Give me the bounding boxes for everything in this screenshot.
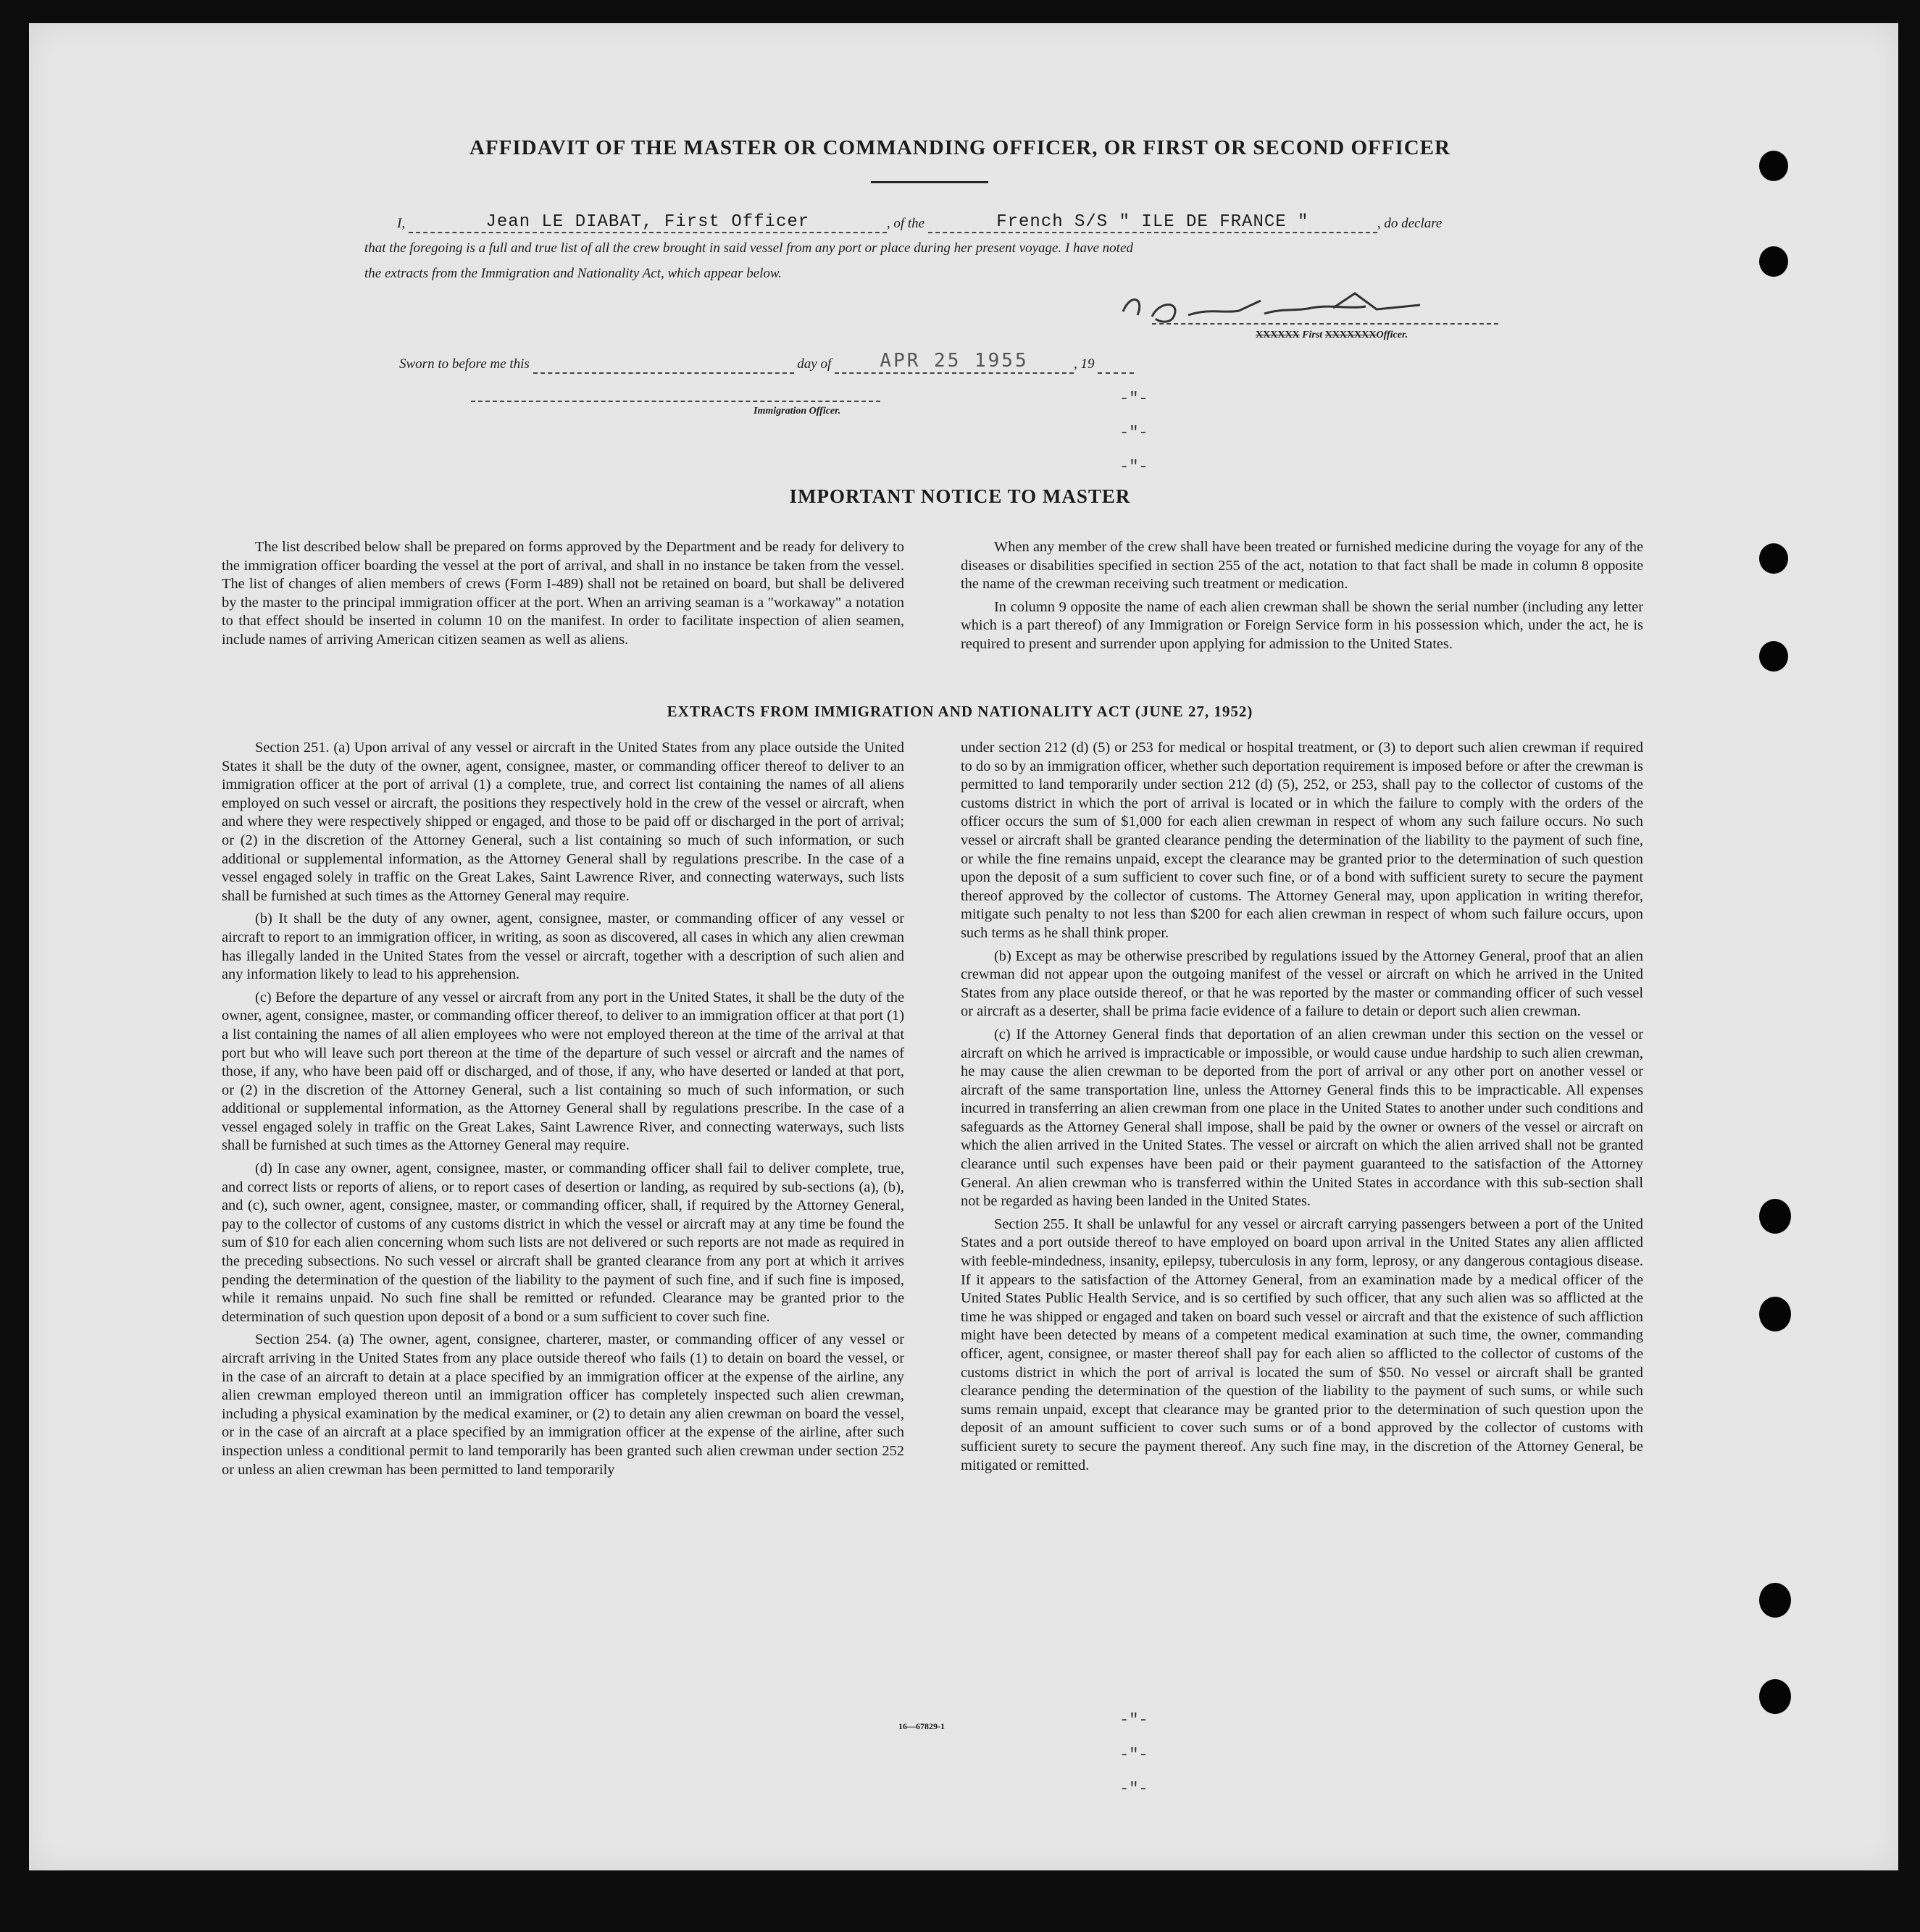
ditto-mark: -"- (1119, 390, 1148, 408)
statement-line-1: that the foregoing is a full and true list of all the crew brought in said vessel from any port or place during her present voyage. I have noted (364, 241, 1133, 256)
officer-signature (1116, 279, 1427, 337)
signature-caption (1256, 330, 1408, 341)
date-stamp: APR 25 1955 (880, 350, 1029, 372)
section-254-a-cont: under section 212 (d) (5) or 253 for medical or hospital treatment, or (3) to deport such alien crewman if required to do so by an immigration officer, whether such deportation requirement is imposed before or after the crewman is permitted to land temporarily under section 212 (d) (5), 252, or 253, shall pay to the collector of customs of the customs district in which the port of arrival is located or in which the failure to comply with the orders of the officer occurs the sum of $1,000 for each alien crewman in respect of whom any such failure occurs. No such vessel or aircraft shall be granted clearance pending the determination of the liability to the payment of such fine, or while the fine remains unpaid, except the clearance may be granted prior to the determination of such question upon the deposit of a sum sufficient to cover such fine, or of a bond with sufficient surety to secure the payment thereof approved by the collector of customs. The Attorney General may, upon application in writing therefor, mitigate such penalty to not less than $200 for each alien crewman in respect of whom such failure occurs, upon such terms as he shall think proper. (961, 740, 1643, 941)
section-251-d: (d) In case any owner, agent, consignee, master, or commanding officer shall fail to deliver complete, true, and correct lists or reports of aliens, or to report cases of desertion or landing, as required by sub-sections (a), (b), and (c), such owner, agent, consignee, master, or commanding officer, shall, if required by the Attorney General, pay to the collector of customs of any customs district in which the vessel or aircraft may at any time be found the sum of $10 for each alien concerning whom such lists are not delivered or such reports are not made as required in the preceding subsections. No such vessel or aircraft shall be granted clearance from any port at which it arrives pending the determination of the question of the liability to the payment of such fine, and if such fine is imposed, while it remains unpaid. No such fine shall be remitted or refunded. Clearance may be granted prior to the determination of such question upon deposit of a bond or a sum sufficient to cover such fine. (222, 1161, 904, 1325)
title-divider (871, 181, 988, 183)
declaration-line (397, 214, 1442, 235)
struck-title-2: XXXXXXX (1324, 330, 1377, 340)
notice-title: IMPORTANT NOTICE TO MASTER (789, 485, 1131, 507)
punch-hole-4 (1759, 641, 1788, 672)
immigration-officer-line (471, 401, 880, 402)
sworn-label: Sworn to before me this (399, 356, 530, 372)
extracts-right-column (961, 739, 1643, 1479)
extracts-title: EXTRACTS FROM IMMIGRATION AND NATIONALITY ACT (JUNE 27, 1952) (667, 703, 1253, 720)
section-254-b: (b) Except as may be otherwise prescribed by regulations issued by the Attorney General, proof that an alien crewman did not appear upon the outgoing manifest of the vessel or aircraft on which he arrived in the United States from any place outside thereof, or that he was reported by the master or commanding officer of such vessel or aircraft as a deserter, shall be prima facie evidence of a failure to detain or deport such alien crewman. (961, 948, 1643, 1020)
pronoun: I, (397, 216, 406, 231)
punch-hole-7 (1759, 1583, 1791, 1618)
extracts-left-column (222, 739, 904, 1484)
immigration-officer-label: Immigration Officer. (754, 406, 841, 417)
declarant-name: Jean LE DIABAT, First Officer (409, 212, 887, 233)
punch-hole-6 (1759, 1297, 1791, 1331)
do-declare-label: , do declare (1377, 216, 1443, 231)
notice-right-column (961, 538, 1643, 658)
punch-hole-2 (1759, 246, 1788, 277)
punch-hole-8 (1759, 1679, 1791, 1714)
year-suffix: , 19 (1074, 356, 1095, 372)
ditto-mark: -"- (1119, 458, 1148, 476)
first-label: First (1302, 330, 1323, 340)
section-251-a: Section 251. (a) Upon arrival of any vessel or aircraft in the United States from any place outside the United States it shall be the duty of the owner, agent, consignee, master, or commanding officer thereof to deliver to an immigration officer at the port of arrival (1) a complete, true, and correct list containing the names of all aliens employed on such vessel or aircraft, the positions they respectively hold in the crew of the vessel or aircraft, when and where they were respectively shipped or engaged, and those to be paid off or discharged in the port of arrival; or (2) in the discretion of the Attorney General, such a list containing so much of such information, or such additional or supplemental information, as the Attorney General shall by regulations prescribe. In the case of a vessel engaged solely in traffic on the Great Lakes, Saint Lawrence River, and connecting waterways, such lists shall be furnished at such times as the Attorney General may require. (222, 740, 904, 904)
notice-left-column (222, 538, 904, 654)
notice-paragraph: When any member of the crew shall have been treated or furnished medicine during the voyage for any of the diseases or disabilities specified in section 255 of the act, notation to that fact shall be made in column 8 opposite the name of the crewman receiving such treatment or medication. (961, 539, 1643, 593)
ditto-mark: -"- (1119, 1780, 1148, 1798)
section-251-b: (b) It shall be the duty of any owner, agent, consignee, master, or commanding officer of any vessel or aircraft to report to an immigration officer, in writing, as soon as discovered, all cases in which any alien crewman has illegally landed in the United States from the vessel or aircraft, together with a description of such alien and any information likely to lead to his apprehension. (222, 911, 904, 983)
notice-paragraph: In column 9 opposite the name of each alien crewman shall be shown the serial number (including any letter which is a part thereof) of any Immigration or Foreign Service form in his possession which, under the act, he is required to present and surrender upon applying for admission to the United States. (961, 598, 1643, 652)
affidavit-title: AFFIDAVIT OF THE MASTER OR COMMANDING OFFICER, OR FIRST OR SECOND OFFICER (469, 136, 1451, 159)
of-the-label: , of the (886, 216, 925, 231)
punch-hole-3 (1759, 543, 1788, 574)
vessel-name: French S/S " ILE DE FRANCE " (928, 212, 1377, 233)
section-254-a: Section 254. (a) The owner, agent, consignee, charterer, master, or commanding officer of any vessel or aircraft arriving in the United States from any place outside thereof who fails (1) to detain on board the vessel, or in the case of an aircraft to detain at a place specified by an immigration officer at the expense of the airline, any alien crewman employed thereon until an immigration officer has completely inspected such alien crewman, including a physical examination by the medical examiner, or (2) to detain any alien crewman on board the vessel, or in the case of an aircraft at a place specified by an immigration officer at the expense of the airline, after such inspection unless a conditional permit to land temporarily has been granted such alien crewman under section 252 or unless an alien crewman has been permitted to land temporarily (222, 1331, 904, 1478)
sworn-date (835, 350, 1074, 374)
sworn-line (399, 351, 1134, 375)
ditto-mark: -"- (1119, 1746, 1148, 1764)
form-code: 16—67829-1 (898, 1721, 945, 1731)
sworn-day-blank (533, 353, 794, 374)
year-blank (1098, 353, 1134, 374)
section-254-c: (c) If the Attorney General finds that deportation of an alien crewman under this section on the vessel or aircraft on which he arrived is impracticable or impossible, or would cause undue hardship to such alien crewman, he may cause the alien crewman to be deported from the port of arrival or any other port on another vessel or aircraft of the same transportation line, unless the Attorney General finds this to be impracticable. All expenses incurred in transferring an alien crewman from one place in the United States to another under such conditions and safeguards as the Attorney General shall impose, shall be paid by the owner or owners of the vessel or aircraft on which the alien arrived in the United States. The vessel or aircraft on which the alien arrived shall not be granted clearance until such expenses have been paid or their payment guaranteed to the satisfaction of the Attorney General. An alien crewman who is transferred within the United States in accordance with this sub-section shall not be regarded as having been landed in the United States. (961, 1026, 1643, 1210)
day-of-label: day of (797, 356, 832, 372)
signature-line (1152, 323, 1498, 325)
struck-title-1: XXXXXX (1256, 330, 1300, 340)
ditto-mark: -"- (1119, 424, 1148, 442)
punch-hole-5 (1759, 1199, 1791, 1234)
section-255: Section 255. It shall be unlawful for any vessel or aircraft carrying passengers between a port of the United States and a port outside thereof to have employed on board upon arrival in the United States any alien afflicted with feeble-mindedness, insanity, epilepsy, tuberculosis in any form, leprosy, or any dangerous contagious disease. If it appears to the satisfaction of the Attorney General, from an examination made by a medical officer of the United States Public Health Service, and is so certified by such officer, that any such alien was so afflicted at the time he was shipped or engaged and taken on board such vessel or aircraft and that the existence of such affliction might have been detected by means of a competent medical examination at such time, the owner, commanding officer, agent, consignee, or master thereof shall pay for each alien so afflicted to the collector of customs of the customs district in which the port of arrival is located the sum of $50. No vessel or aircraft shall be granted clearance pending the determination of the question of the liability to the payment of such sums, or while such sums remain unpaid, except that clearance may be granted prior to the determination of such question upon the deposit of an amount sufficient to cover such sums or of a bond approved by the collector of customs with sufficient surety to secure the payment thereof. Any such fine may, in the discretion of the Attorney General, be mitigated or remitted. (961, 1216, 1643, 1473)
officer-label: Officer. (1376, 330, 1408, 340)
statement-line-2: the extracts from the Immigration and Nationality Act, which appear below. (364, 266, 782, 281)
notice-paragraph: The list described below shall be prepared on forms approved by the Department and be ready for delivery to the immigration officer boarding the vessel at the port of arrival, and shall in no instance be taken from the vessel. The list of changes of alien members of crews (Form I-489) shall not be retained on board, but shall be delivered by the master to the principal immigration officer at the port. When an arriving seaman is a "workaway" a notation to that effect should be inserted in column 10 on the manifest. In order to facilitate inspection of alien seamen, include names of arriving American citizen seamen as well as aliens. (222, 539, 904, 648)
ditto-mark: -"- (1119, 1711, 1148, 1729)
section-251-c: (c) Before the departure of any vessel or aircraft from any port in the United States, it shall be the duty of the owner, agent, consignee, master, or commanding officer thereof, to deliver to an immigration officer at that port (1) a list containing the names of all alien employees who were not employed thereon at the time of the arrival at that port but who will leave such port thereon at the time of the departure of such vessel or aircraft and the names of those, if any, who have been paid off or discharged, and of those, if any, who have deserted or landed at that port, or (2) in the discretion of the Attorney General, such a list containing so much of such information, or such additional or supplemental information, as the Attorney General shall by regulations prescribe. In the case of a vessel engaged solely in traffic on the Great Lakes, Saint Lawrence River, and connecting waterways, such lists shall be furnished at such times as the Attorney General may require. (222, 989, 904, 1154)
